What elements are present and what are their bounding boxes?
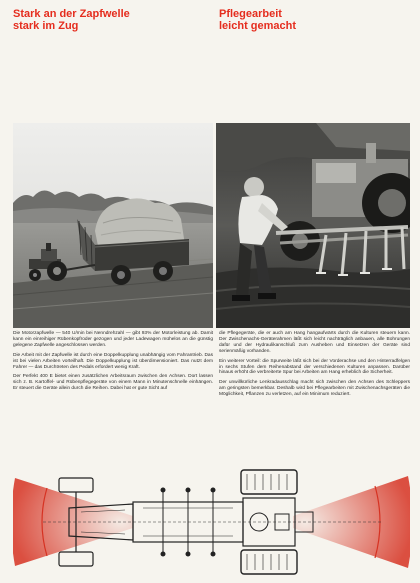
paragraph: Die Motorzapfwelle — 540 U/min bei Nenndrehzahl — gibt 93% der Motorleistung ab. Damit kann ein einreihiger Rübenkopfroder gezogen und jeder Ladewagen mühelos an die günstig gelegene Zapfwelle angeschlossen werden. <box>13 331 213 348</box>
left-headline: Stark an der Zapfwelle stark im Zug <box>13 8 130 32</box>
cultivator-illustration <box>216 123 410 328</box>
tractor-top-view-illustration <box>13 468 410 576</box>
photo-tractor-with-hay-wagon <box>13 123 213 328</box>
tractor-steering-diagram <box>13 468 410 576</box>
paragraph: die Pflegegeräte, die er auch am Hang hangaufwärts durch die Kulturen steuern kann. Der Zwischenachs-Geräterahmen läßt sich leicht nachträglich anbauen, alle Bohrungen dafür und der Hydraulikanschluß zum Ausheben und Einsetzen der Geräte sind serienmäßig vorhanden. <box>219 331 410 354</box>
text-column-left <box>13 331 213 396</box>
right-headline: Pflegearbeit leicht gemacht <box>219 8 297 32</box>
paragraph: Die Arbeit mit der Zapfwelle ist durch eine Doppelkupplung unabhängig vom Fahrantrieb. Das ist bei vielen Arbeiten vorteilhaft. Die Doppelkupplung ist überdimensioniert. Das nutzt dem Fahrer — das Durchtreten des Pedals erfordert wenig Kraft. <box>13 352 213 370</box>
paragraph: Der unwillkürliche Lenkradausschlag macht sich zwischen den Achsen des Schleppers am geringsten bemerkbar. Deshalb wird bei Pflegearbeiten mit Zwischenachsgeräten die Möglichkeit, Pflanzen zu verletzen, auf ein Minimum reduziert. <box>219 380 410 398</box>
paragraph: Ein weiterer Vorteil: die Spurweite läßt sich bei der Vorderachse und den Hinterradfelgen in sechs Stufen dem Reihenabstand der verschiedenen Kulturen anpassen. Darüber hinaus erhöht die verbreiterte Spur bei Arbeiten am Hang erheblich die Sicherheit. <box>219 358 410 376</box>
text-column-right <box>219 331 410 402</box>
paragraph: Der Perfekt 400 E bietet einen zusätzlichen Arbeitsraum zwischen den Achsen. Dort lassen sich z. B. Kartoffel- und Rübenpflegegeräte von einem Mann in Minutenschnelle einhängen. Er steuert die Geräte allein durch die Reihen. Dabei hat er gute Sicht auf <box>13 374 213 392</box>
photo-pflegegeraet-zwischenachs <box>216 123 410 328</box>
hay-wagon-illustration <box>13 123 213 328</box>
